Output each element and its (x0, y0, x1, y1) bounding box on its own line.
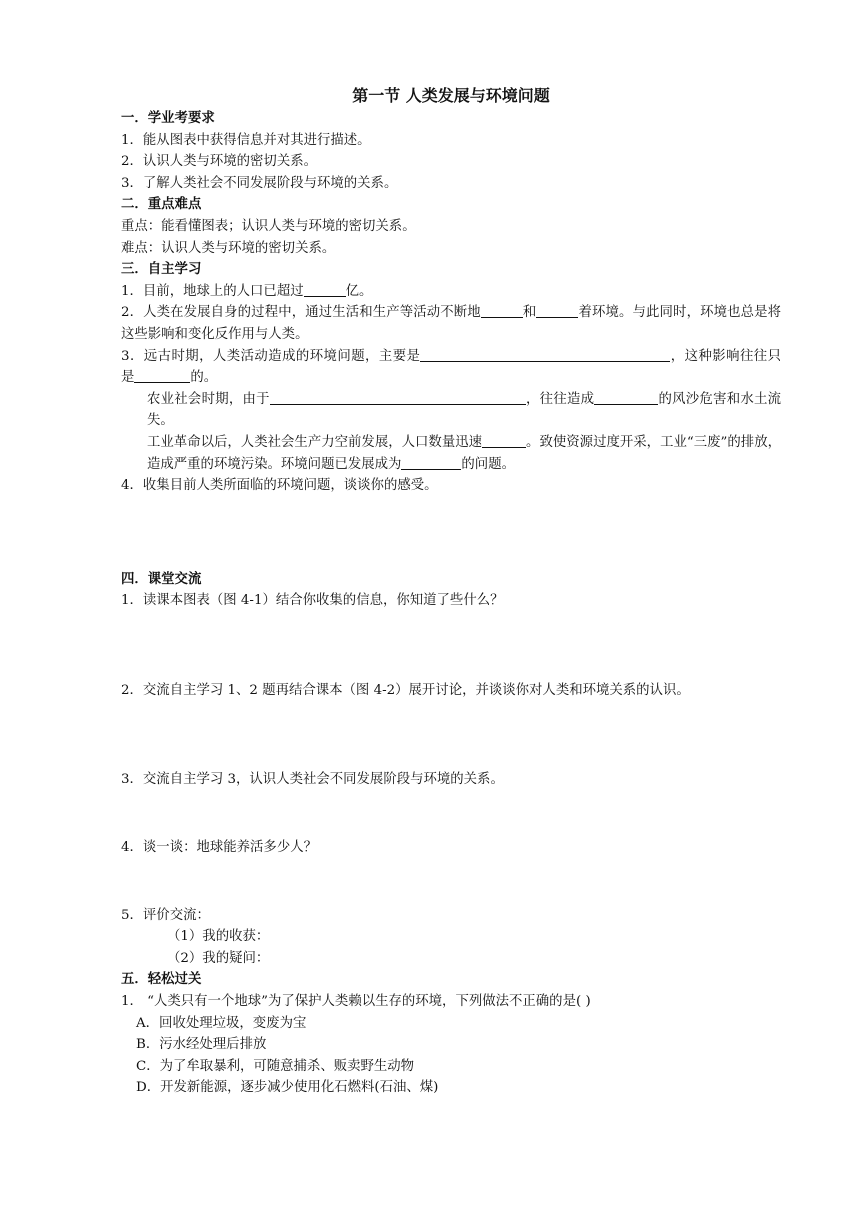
discussion-question-2: 2．交流自主学习 1、2 题再结合课本（图 4-2）展开讨论，并谈谈你对人类和环境关系的认识。 (121, 682, 690, 698)
answer-space[interactable] (121, 791, 781, 837)
self-study-industry-paragraph: 工业革命以后，人类社会生产力空前发展，人口数量迅速 。致使资源过度开采，工业“三废”的排放，造成严重的环境污染。环境问题已发展成为 的问题。 (147, 434, 781, 472)
answer-blank[interactable] (134, 368, 190, 383)
section-heading-key-points: 二．重点难点 (121, 196, 202, 213)
answer-blank[interactable] (401, 455, 461, 470)
answer-blank[interactable] (482, 433, 526, 448)
answer-blank[interactable] (594, 390, 658, 405)
section-heading-self-study: 三．自主学习 (121, 261, 202, 278)
answer-blank[interactable] (481, 303, 523, 318)
requirement-item: 1．能从图表中获得信息并对其进行描述。 (121, 132, 371, 148)
section-heading-quiz: 五．轻松过关 (121, 971, 202, 988)
self-study-agriculture-paragraph: 农业社会时期，由于 ，往往造成 的风沙危害和水土流失。 (147, 391, 782, 429)
answer-blank[interactable] (420, 347, 670, 362)
self-study-question-4: 4．收集目前人类所面临的环境问题，谈谈你的感受。 (121, 478, 438, 494)
section-heading-class-discussion: 四．课堂交流 (121, 570, 202, 587)
self-study-question-3: 3．远古时期，人类活动造成的环境问题，主要是 ，这种影响往往只是 的。 (121, 348, 781, 386)
answer-space[interactable] (121, 701, 781, 769)
quiz-option-d[interactable]: D．开发新能源，逐步减少使用化石燃料(石油、煤) (136, 1080, 439, 1096)
section-heading-requirements: 一．学业考要求 (121, 110, 215, 126)
answer-blank[interactable] (536, 303, 578, 318)
evaluation-gains: （1）我的收获： (167, 929, 270, 945)
requirement-item: 2．认识人类与环境的密切关系。 (121, 154, 317, 170)
key-point-text: 重点：能看懂图表；认识人类与环境的密切关系。 (121, 218, 416, 234)
quiz-option-a[interactable]: A．回收处理垃圾，变废为宝 (136, 1015, 307, 1031)
page-title: 第一节 人类发展与环境问题 (352, 86, 550, 105)
self-study-question-1: 1．目前，地球上的人口已超过 亿。 (121, 283, 373, 299)
requirement-item: 3．了解人类社会不同发展阶段与环境的关系。 (121, 175, 398, 191)
quiz-option-b[interactable]: B．污水经处理后排放 (136, 1037, 267, 1053)
discussion-question-3: 3．交流自主学习 3，认识人类社会不同发展阶段与环境的关系。 (121, 772, 504, 788)
worksheet-page (121, 84, 781, 1099)
answer-blank[interactable] (270, 390, 526, 405)
evaluation-doubts: （2）我的疑问： (167, 950, 270, 966)
discussion-question-5: 5．评价交流： (121, 907, 210, 923)
answer-space[interactable] (121, 497, 781, 569)
difficult-point-text: 难点：认识人类与环境的密切关系。 (121, 240, 336, 256)
discussion-question-4: 4．谈一谈：地球能养活多少人？ (121, 840, 317, 856)
discussion-question-1: 1．读课本图表（图 4-1）结合你收集的信息，你知道了些什么？ (121, 593, 504, 609)
quiz-question-1: 1． “人类只有一个地球”为了保护人类赖以生存的环境，下列做法不正确的是( ) (121, 994, 591, 1010)
self-study-question-2: 2．人类在发展自身的过程中，通过生活和生产等活动不断地 和 着环境。与此同时，环境也总是将这些影响和变化反作用与人类。 (121, 305, 781, 342)
quiz-option-c[interactable]: C．为了牟取暴利，可随意捕杀、贩卖野生动物 (136, 1058, 415, 1074)
answer-space[interactable] (121, 859, 781, 905)
answer-blank[interactable] (304, 282, 346, 297)
answer-space[interactable] (121, 612, 781, 680)
